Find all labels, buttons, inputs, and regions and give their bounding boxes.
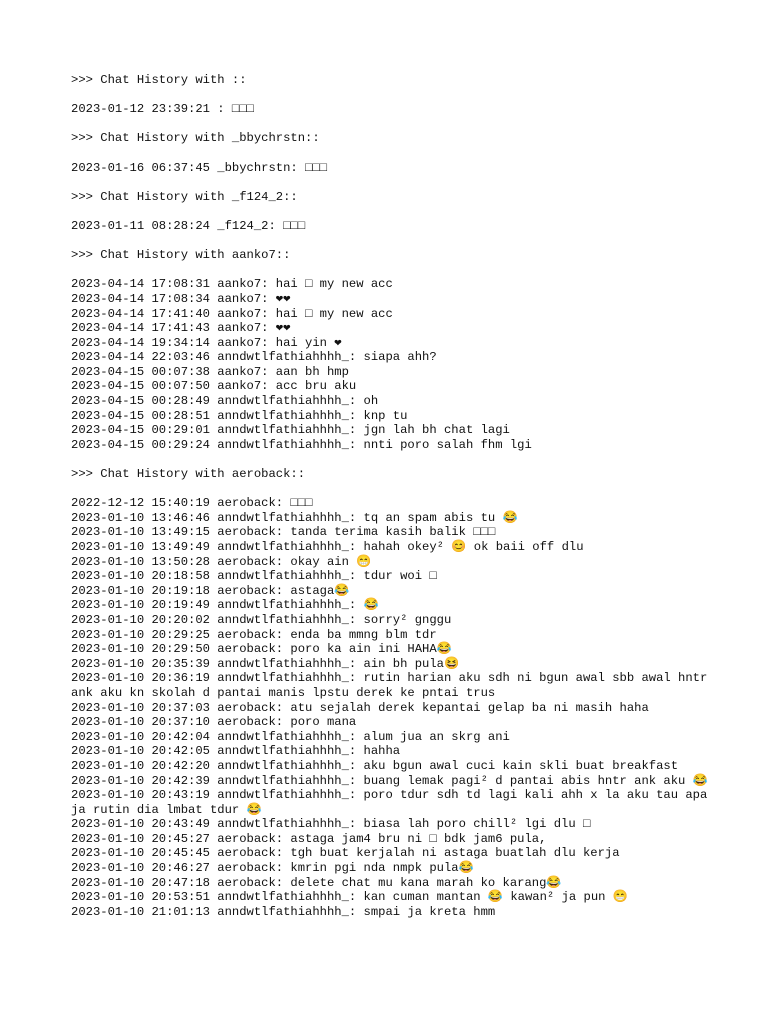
chat-message-line: 2023-01-10 20:43:19 anndwtlfathiahhhh_: poro tdur sdh td lagi kali ahh x la aku tau apa ja rutin dia lmbat tdur 😂 [71, 788, 715, 817]
chat-message-line: 2023-04-14 19:34:14 aanko7: hai yin ❤ [71, 335, 342, 350]
chat-message-line: 2023-01-10 21:01:13 anndwtlfathiahhhh_: smpai ja kreta hmm [71, 904, 496, 919]
spacer [71, 263, 711, 278]
chat-message-line: 2023-01-10 13:49:49 anndwtlfathiahhhh_: hahah okey² 😊 ok baii off dlu [71, 540, 584, 554]
chat-message-line: 2022-12-12 15:40:19 aeroback: □□□ [71, 496, 313, 511]
chat-message-line: 2023-01-10 20:42:39 anndwtlfathiahhhh_: buang lemak pagi² d pantai abis hntr ank aku 😂 [71, 773, 708, 788]
chat-message-line: 2023-04-15 00:07:50 aanko7: acc bru aku [71, 379, 357, 394]
chat-section [71, 467, 715, 919]
chat-message-line: 2023-04-14 22:03:46 anndwtlfathiahhhh_: siapa ahh? [71, 350, 437, 365]
chat-message-line: 2023-01-10 20:42:05 anndwtlfathiahhhh_: hahha [71, 744, 401, 759]
chat-section [71, 131, 711, 189]
chat-message-line: 2023-04-15 00:29:24 anndwtlfathiahhhh_: nnti poro salah fhm lgi [71, 437, 532, 452]
section-header: >>> Chat History with _f124_2:: [71, 189, 298, 204]
chat-message-line: 2023-01-10 13:50:28 aeroback: okay ain 😁 [71, 554, 372, 569]
chat-message-line: 2023-04-14 17:41:43 aanko7: ❤❤ [71, 321, 291, 336]
chat-history-document [71, 73, 715, 919]
chat-message-line: 2023-01-10 20:19:49 anndwtlfathiahhhh_: 😂 [71, 598, 379, 613]
chat-message-line: 2023-01-10 20:18:58 anndwtlfathiahhhh_: tdur woi □ [71, 569, 437, 584]
chat-message-line: 2023-01-12 23:39:21 : □□□ [71, 102, 254, 117]
spacer [71, 234, 711, 249]
spacer [71, 204, 711, 219]
spacer [71, 452, 711, 467]
chat-message-line: 2023-01-10 20:19:18 aeroback: astaga😂 [71, 583, 350, 598]
chat-message-line: 2023-01-16 06:37:45 _bbychrstn: □□□ [71, 160, 327, 175]
section-header: >>> Chat History with aeroback:: [71, 467, 306, 482]
chat-message-line: 2023-01-10 20:35:39 anndwtlfathiahhhh_: ain bh pula😆 [71, 656, 460, 671]
chat-message-line: 2023-01-10 20:29:25 aeroback: enda ba mmng blm tdr [71, 627, 437, 642]
chat-message-line: 2023-01-10 20:42:20 anndwtlfathiahhhh_: aku bgun awal cuci kain skli buat breakfast [71, 758, 679, 773]
chat-message-line: 2023-04-15 00:07:38 aanko7: aan bh hmp [71, 364, 349, 379]
spacer [71, 88, 711, 103]
chat-message-line: 2023-01-10 20:36:19 anndwtlfathiahhhh_: rutin harian aku sdh ni bgun awal sbb awal hntr ank aku kn skolah d pantai manis lpstu derek ke pntai trus [71, 671, 715, 700]
section-header: >>> Chat History with aanko7:: [71, 248, 291, 263]
chat-message-line: 2023-01-10 20:46:27 aeroback: kmrin pgi nda nmpk pula😂 [71, 861, 474, 876]
chat-section [71, 248, 711, 467]
chat-message-line: 2023-01-10 20:43:49 anndwtlfathiahhhh_: biasa lah poro chill² lgi dlu □ [71, 817, 591, 832]
chat-section [71, 73, 711, 131]
chat-message-line: 2023-04-15 00:29:01 anndwtlfathiahhhh_: jgn lah bh chat lagi [71, 423, 510, 438]
spacer [71, 482, 711, 497]
chat-message-line: 2023-04-14 17:41:40 aanko7: hai □ my new acc [71, 306, 393, 321]
chat-message-line: 2023-01-10 20:47:18 aeroback: delete chat mu kana marah ko karang😂 [71, 875, 562, 890]
chat-message-line: 2023-01-10 20:37:10 aeroback: poro mana [71, 715, 357, 730]
chat-message-line: 2023-01-10 20:42:04 anndwtlfathiahhhh_: alum jua an skrg ani [71, 729, 510, 744]
chat-message-line: 2023-04-14 17:08:34 aanko7: ❤❤ [71, 291, 291, 306]
section-header: >>> Chat History with _bbychrstn:: [71, 131, 320, 146]
spacer [71, 175, 711, 190]
spacer [71, 146, 711, 161]
chat-message-line: 2023-01-10 20:37:03 aeroback: atu sejalah derek kepantai gelap ba ni masih haha [71, 700, 649, 715]
section-header: >>> Chat History with :: [71, 73, 247, 87]
chat-message-line: 2023-04-14 17:08:31 aanko7: hai □ my new acc [71, 277, 393, 292]
chat-message-line: 2023-01-10 20:20:02 anndwtlfathiahhhh_: sorry² gnggu [71, 612, 452, 627]
chat-message-line: 2023-01-10 20:29:50 aeroback: poro ka ain ini HAHA😂 [71, 642, 452, 657]
chat-message-line: 2023-01-10 20:53:51 anndwtlfathiahhhh_: kan cuman mantan 😂 kawan² ja pun 😁 [71, 890, 628, 905]
chat-message-line: 2023-01-10 20:45:45 aeroback: tgh buat kerjalah ni astaga buatlah dlu kerja [71, 846, 620, 861]
chat-message-line: 2023-04-15 00:28:49 anndwtlfathiahhhh_: oh [71, 394, 379, 409]
chat-message-line: 2023-01-10 20:45:27 aeroback: astaga jam4 bru ni □ bdk jam6 pula, [71, 831, 547, 846]
chat-message-line: 2023-04-15 00:28:51 anndwtlfathiahhhh_: knp tu [71, 408, 408, 423]
chat-section [71, 190, 711, 248]
spacer [71, 117, 711, 132]
chat-message-line: 2023-01-10 13:49:15 aeroback: tanda terima kasih balik □□□ [71, 525, 496, 540]
chat-message-line: 2023-01-11 08:28:24 _f124_2: □□□ [71, 218, 306, 233]
chat-message-line: 2023-01-10 13:46:46 anndwtlfathiahhhh_: tq an spam abis tu 😂 [71, 510, 518, 525]
